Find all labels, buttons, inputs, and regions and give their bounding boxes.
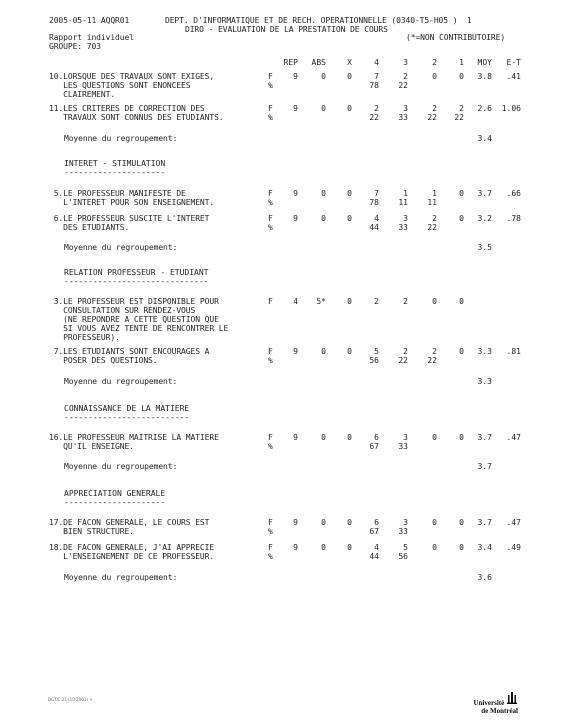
percent-cell: 33 <box>398 113 408 122</box>
frequency-cell: 3 <box>403 104 408 113</box>
frequency-cell: 0 <box>459 347 464 356</box>
question-text: 3.LE PROFESSEUR EST DISPONIBLE POUR CONSULTATION SUR RENDEZ-VOUS (NE REPONDRE A CETTE QUESTION QUE SI VOUS AVEZ TENTE DE RENCONTRER LE PROFESSEUR). <box>53 297 229 342</box>
percent-cell: 22 <box>398 81 408 90</box>
frequency-cell: 2 <box>403 72 408 81</box>
frequency-cell: 2 <box>403 297 408 306</box>
percent-cell: 44 <box>369 223 379 232</box>
frequency-cell: 0 <box>459 297 464 306</box>
frequency-cell: 0 <box>459 433 464 442</box>
percent-cell: 33 <box>398 527 408 536</box>
column-header-4: 4 <box>374 58 379 67</box>
group-average-value: 3.4 <box>477 134 492 143</box>
frequency-cell: 0 <box>432 72 437 81</box>
report-date-code: 2005-05-11 AQQR01 <box>49 16 130 25</box>
frequency-cell: 0 <box>347 543 352 552</box>
frequency-cell: .41 <box>506 72 521 81</box>
question-text: 17.DE FACON GENERALE, LE COURS EST BIEN STRUCTURE. <box>49 518 210 536</box>
report-type: Rapport individuel <box>49 33 134 42</box>
frequency-cell: 0 <box>459 72 464 81</box>
university-name-line1: Université <box>473 699 505 707</box>
percent-cell: 22 <box>369 113 379 122</box>
frequency-cell: 3.7 <box>477 518 492 527</box>
frequency-cell: 9 <box>293 104 298 113</box>
frequency-cell: 9 <box>293 214 298 223</box>
frequency-cell: 2 <box>432 104 437 113</box>
frequency-cell: 3 <box>403 214 408 223</box>
frequency-cell: 0 <box>321 189 326 198</box>
frequency-cell: 1 <box>432 189 437 198</box>
column-header-abs: ABS <box>311 58 326 67</box>
frequency-cell: 4 <box>293 297 298 306</box>
frequency-cell: 0 <box>432 543 437 552</box>
frequency-label: F <box>268 297 273 306</box>
frequency-cell: 0 <box>432 433 437 442</box>
frequency-cell: 9 <box>293 543 298 552</box>
group-average-label: Moyenne du regroupement: <box>64 134 178 143</box>
frequency-cell: .66 <box>506 189 521 198</box>
frequency-cell: 7 <box>374 72 379 81</box>
frequency-cell: 2.6 <box>477 104 492 113</box>
section-underline: ------------------------------ <box>64 277 209 286</box>
frequency-cell: 0 <box>321 347 326 356</box>
percent-cell: 22 <box>427 356 437 365</box>
frequency-cell: 0 <box>432 518 437 527</box>
percent-cell: 67 <box>369 527 379 536</box>
frequency-label: F <box>268 104 273 113</box>
frequency-cell: 9 <box>293 72 298 81</box>
frequency-cell: 3 <box>403 433 408 442</box>
percent-cell: 22 <box>427 113 437 122</box>
frequency-cell: 3.2 <box>477 214 492 223</box>
question-text: 16.LE PROFESSEUR MAITRISE LA MATIERE QU'IL ENSEIGNE. <box>49 433 219 451</box>
frequency-label: F <box>268 347 273 356</box>
frequency-cell: 6 <box>374 433 379 442</box>
frequency-cell: .78 <box>506 214 521 223</box>
percent-label: % <box>268 356 273 365</box>
frequency-cell: 3.7 <box>477 189 492 198</box>
frequency-cell: 3.8 <box>477 72 492 81</box>
section-title: APPRECIATION GENERALE <box>64 489 166 498</box>
frequency-cell: 3.7 <box>477 433 492 442</box>
frequency-cell: 0 <box>321 104 326 113</box>
report-subtitle: DIRO - EVALUATION DE LA PRESTATION DE COURS <box>185 25 388 34</box>
frequency-cell: 0 <box>347 297 352 306</box>
group-number: GROUPE: 703 <box>49 42 101 51</box>
department-line: DEPT. D'INFORMATIQUE ET DE RECH. OPERATIONNELLE (0340-T5-H05 ) 1 <box>165 16 472 25</box>
frequency-cell: 6 <box>374 518 379 527</box>
column-header-x: X <box>347 58 352 67</box>
section-underline: -------------------------- <box>64 413 190 422</box>
percent-cell: 56 <box>398 552 408 561</box>
frequency-cell: 9 <box>293 433 298 442</box>
section-title: RELATION PROFESSEUR - ETUDIANT <box>64 268 209 277</box>
frequency-label: F <box>268 518 273 527</box>
percent-label: % <box>268 198 273 207</box>
frequency-label: F <box>268 72 273 81</box>
frequency-cell: 0 <box>321 214 326 223</box>
question-text: 11.LES CRITERES DE CORRECTION DES TRAVAUX SONT CONNUS DES ETUDIANTS. <box>49 104 224 122</box>
frequency-cell: 1.06 <box>501 104 521 113</box>
frequency-cell: 2 <box>374 104 379 113</box>
form-code: DGTIC 21 (10-2001) + <box>48 697 93 702</box>
frequency-cell: 0 <box>321 543 326 552</box>
percent-cell: 22 <box>454 113 464 122</box>
frequency-cell: 0 <box>459 518 464 527</box>
group-average-label: Moyenne du regroupement: <box>64 573 178 582</box>
frequency-cell: .47 <box>506 433 521 442</box>
frequency-cell: 0 <box>347 72 352 81</box>
frequency-cell: 2 <box>459 104 464 113</box>
frequency-label: F <box>268 433 273 442</box>
frequency-cell: 0 <box>459 189 464 198</box>
frequency-cell: 0 <box>459 543 464 552</box>
column-header-2: 2 <box>432 58 437 67</box>
column-header-1: 1 <box>459 58 464 67</box>
university-name-line2: de Montréal <box>481 707 518 715</box>
frequency-cell: 2 <box>374 297 379 306</box>
non-contributory-note: (*=NON CONTRIBUTOIRE) <box>406 33 506 42</box>
frequency-label: F <box>268 214 273 223</box>
percent-cell: 78 <box>369 198 379 207</box>
question-text: 6.LE PROFESSEUR SUSCITE L'INTERET DES ETUDIANTS. <box>53 214 210 232</box>
frequency-cell: 0 <box>347 347 352 356</box>
frequency-cell: 0 <box>347 189 352 198</box>
frequency-cell: 0 <box>347 518 352 527</box>
section-underline: --------------------- <box>64 498 166 507</box>
frequency-cell: 2 <box>432 347 437 356</box>
frequency-cell: 5* <box>316 297 326 306</box>
frequency-cell: 3.4 <box>477 543 492 552</box>
percent-label: % <box>268 527 273 536</box>
percent-cell: 11 <box>427 198 437 207</box>
udem-tower-icon <box>506 692 518 706</box>
percent-cell: 78 <box>369 81 379 90</box>
percent-cell: 67 <box>369 442 379 451</box>
section-underline: --------------------- <box>64 168 166 177</box>
university-logo <box>430 692 518 715</box>
frequency-label: F <box>268 543 273 552</box>
column-header-moy: MOY <box>477 58 492 67</box>
column-header-et: E-T <box>506 58 521 67</box>
question-text: 10.LORSQUE DES TRAVAUX SONT EXIGES, LES QUESTIONS SONT ENONCEES CLAIREMENT. <box>49 72 215 99</box>
percent-cell: 33 <box>398 223 408 232</box>
question-text: 18.DE FACON GENERALE, J'AI APPRECIE L'ENSEIGNEMENT DE CE PROFESSEUR. <box>49 543 215 561</box>
group-average-value: 3.6 <box>477 573 492 582</box>
frequency-cell: 0 <box>347 433 352 442</box>
frequency-cell: 0 <box>321 518 326 527</box>
percent-label: % <box>268 223 273 232</box>
percent-cell: 44 <box>369 552 379 561</box>
group-average-value: 3.5 <box>477 243 492 252</box>
frequency-cell: 7 <box>374 189 379 198</box>
percent-label: % <box>268 552 273 561</box>
column-header-3: 3 <box>403 58 408 67</box>
frequency-cell: 0 <box>432 297 437 306</box>
percent-label: % <box>268 113 273 122</box>
frequency-cell: 4 <box>374 543 379 552</box>
percent-cell: 33 <box>398 442 408 451</box>
question-text: 5.LE PROFESSEUR MANIFESTE DE L'INTERET POUR SON ENSEIGNEMENT. <box>53 189 215 207</box>
section-title: CONNAISSANCE DE LA MATIERE <box>64 404 190 413</box>
frequency-cell: 0 <box>459 214 464 223</box>
frequency-cell: .49 <box>506 543 521 552</box>
frequency-cell: 0 <box>321 72 326 81</box>
group-average-label: Moyenne du regroupement: <box>64 462 178 471</box>
section-title: INTERET - STIMULATION <box>64 159 166 168</box>
percent-cell: 22 <box>427 223 437 232</box>
frequency-cell: 5 <box>403 543 408 552</box>
frequency-cell: 9 <box>293 189 298 198</box>
question-text: 7.LES ETUDIANTS SONT ENCOURAGES A POSER DES QUESTIONS. <box>53 347 210 365</box>
frequency-cell: .81 <box>506 347 521 356</box>
percent-cell: 56 <box>369 356 379 365</box>
frequency-cell: 9 <box>293 347 298 356</box>
frequency-label: F <box>268 189 273 198</box>
frequency-cell: 0 <box>347 214 352 223</box>
frequency-cell: 0 <box>347 104 352 113</box>
group-average-label: Moyenne du regroupement: <box>64 243 178 252</box>
percent-label: % <box>268 81 273 90</box>
frequency-cell: 5 <box>374 347 379 356</box>
frequency-cell: 0 <box>321 433 326 442</box>
frequency-cell: 1 <box>403 189 408 198</box>
percent-cell: 22 <box>398 356 408 365</box>
frequency-cell: .47 <box>506 518 521 527</box>
frequency-cell: 2 <box>403 347 408 356</box>
frequency-cell: 4 <box>374 214 379 223</box>
group-average-label: Moyenne du regroupement: <box>64 377 178 386</box>
percent-label: % <box>268 442 273 451</box>
column-header-rep: REP <box>283 58 298 67</box>
group-average-value: 3.7 <box>477 462 492 471</box>
frequency-cell: 3 <box>403 518 408 527</box>
frequency-cell: 9 <box>293 518 298 527</box>
frequency-cell: 3.3 <box>477 347 492 356</box>
group-average-value: 3.3 <box>477 377 492 386</box>
frequency-cell: 2 <box>432 214 437 223</box>
percent-cell: 11 <box>398 198 408 207</box>
